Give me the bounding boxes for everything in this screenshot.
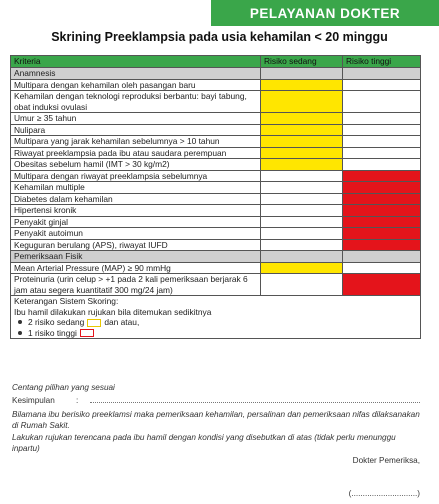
section-row-anamnesis (11, 68, 421, 80)
column-header-high: Risiko tinggi (343, 56, 421, 68)
moderate-risk-checkbox[interactable] (261, 262, 343, 274)
moderate-risk-checkbox[interactable] (261, 91, 343, 113)
conclusion-paragraph-2: Lakukan rujukan terencana pada ibu hamil dengan kondisi yang disebutkan di atas (tidak perlu menunggu inpartu) (12, 433, 396, 453)
high-risk-checkbox[interactable] (343, 228, 421, 240)
page-title: Skrining Preeklampsia pada usia kehamilan < 20 minggu (51, 30, 388, 44)
table-row (11, 262, 421, 274)
high-risk-checkbox[interactable] (343, 193, 421, 205)
criteria-cell: Keguguran berulang (APS), riwayat IUFD (11, 239, 261, 251)
empty-cell (343, 262, 421, 274)
table-row (11, 124, 421, 136)
yellow-box-icon (87, 319, 101, 327)
criteria-cell: Proteinuria (urin celup > +1 pada 2 kali pemeriksaan berjarak 6 jam atau segera kuantitatif 300 mg/24 jam) (11, 274, 261, 296)
legend-item-high (14, 328, 417, 339)
criteria-cell: Umur ≥ 35 tahun (11, 113, 261, 125)
moderate-risk-checkbox[interactable] (261, 136, 343, 148)
table-row (11, 147, 421, 159)
empty-cell (261, 205, 343, 217)
criteria-cell: Mean Arterial Pressure (MAP) ≥ 90 mmHg (11, 262, 261, 274)
legend-row (11, 296, 421, 339)
conclusion-field[interactable] (90, 402, 420, 403)
empty-cell (261, 193, 343, 205)
select-instruction: Centang pilihan yang sesuai (12, 383, 115, 392)
high-risk-checkbox[interactable] (343, 170, 421, 182)
table-row (11, 79, 421, 91)
empty-cell (343, 159, 421, 171)
legend-item-suffix: dan atau, (104, 317, 140, 327)
empty-cell (343, 136, 421, 148)
criteria-cell: Penyakit ginjal (11, 216, 261, 228)
table-row (11, 228, 421, 240)
gray-cell (343, 251, 421, 263)
table-row (11, 182, 421, 194)
table-row (11, 170, 421, 182)
red-box-icon (80, 329, 94, 337)
criteria-cell: Penyakit autoimun (11, 228, 261, 240)
high-risk-checkbox[interactable] (343, 182, 421, 194)
empty-cell (261, 228, 343, 240)
high-risk-checkbox[interactable] (343, 205, 421, 217)
table-header-row (11, 56, 421, 68)
legend-item-moderate (14, 317, 417, 328)
legend-title: Keterangan Sistem Skoring: (14, 296, 119, 306)
criteria-cell: Hipertensi kronik (11, 205, 261, 217)
table-row (11, 274, 421, 296)
high-risk-checkbox[interactable] (343, 239, 421, 251)
criteria-cell: Diabetes dalam kehamilan (11, 193, 261, 205)
high-risk-checkbox[interactable] (343, 274, 421, 296)
criteria-cell: Riwayat preeklampsia pada ibu atau saudara perempuan (11, 147, 261, 159)
bullet-icon (18, 320, 22, 324)
empty-cell (343, 79, 421, 91)
signature-label: Dokter Pemeriksa, (352, 456, 420, 465)
high-risk-checkbox[interactable] (343, 216, 421, 228)
criteria-cell: Nulipara (11, 124, 261, 136)
empty-cell (343, 124, 421, 136)
criteria-cell: Multipara yang jarak kehamilan sebelumnya > 10 tahun (11, 136, 261, 148)
empty-cell (343, 113, 421, 125)
scoring-legend (11, 296, 421, 339)
table-row (11, 113, 421, 125)
moderate-risk-checkbox[interactable] (261, 113, 343, 125)
conclusion-label: Kesimpulan (12, 396, 55, 405)
empty-cell (261, 170, 343, 182)
empty-cell (261, 182, 343, 194)
criteria-cell: Obesitas sebelum hamil (IMT > 30 kg/m2) (11, 159, 261, 171)
moderate-risk-checkbox[interactable] (261, 124, 343, 136)
section-banner: PELAYANAN DOKTER (211, 0, 439, 26)
gray-cell (261, 251, 343, 263)
gray-cell (261, 68, 343, 80)
legend-item-label: 2 risiko sedang (28, 317, 85, 327)
criteria-cell: Kehamilan dengan teknologi reproduksi berbantu: bayi tabung, obat induksi ovulasi (11, 91, 261, 113)
empty-cell (261, 274, 343, 296)
empty-cell (261, 216, 343, 228)
table-row (11, 193, 421, 205)
criteria-cell: Multipara dengan riwayat preeklampsia sebelumnya (11, 170, 261, 182)
section-label: Anamnesis (11, 68, 261, 80)
criteria-cell: Kehamilan multiple (11, 182, 261, 194)
criteria-cell: Multipara dengan kehamilan oleh pasangan baru (11, 79, 261, 91)
column-header-moderate: Risiko sedang (261, 56, 343, 68)
legend-item-label: 1 risiko tinggi (28, 327, 77, 338)
moderate-risk-checkbox[interactable] (261, 147, 343, 159)
signature-field[interactable]: (.............................) (348, 489, 420, 498)
table-row (11, 205, 421, 217)
section-row-physical-exam (11, 251, 421, 263)
table-row (11, 91, 421, 113)
gray-cell (343, 68, 421, 80)
conclusion-paragraph-1: Bilamana ibu berisiko preeklamsi maka pemeriksaan kehamilan, persalinan dan pemeriksaan nifas dilaksanakan di Rumah Sakit. (12, 410, 420, 430)
table-row (11, 159, 421, 171)
moderate-risk-checkbox[interactable] (261, 79, 343, 91)
screening-table (10, 55, 421, 339)
empty-cell (261, 239, 343, 251)
table-row (11, 239, 421, 251)
empty-cell (343, 91, 421, 113)
column-header-kriteria: Kriteria (11, 56, 261, 68)
moderate-risk-checkbox[interactable] (261, 159, 343, 171)
table-row (11, 216, 421, 228)
empty-cell (343, 147, 421, 159)
section-label: Pemeriksaan Fisik (11, 251, 261, 263)
legend-line: Ibu hamil dilakukan rujukan bila ditemukan sedikitnya (14, 306, 212, 317)
table-row (11, 136, 421, 148)
bullet-icon (18, 331, 22, 335)
conclusion-colon: : (76, 396, 79, 405)
